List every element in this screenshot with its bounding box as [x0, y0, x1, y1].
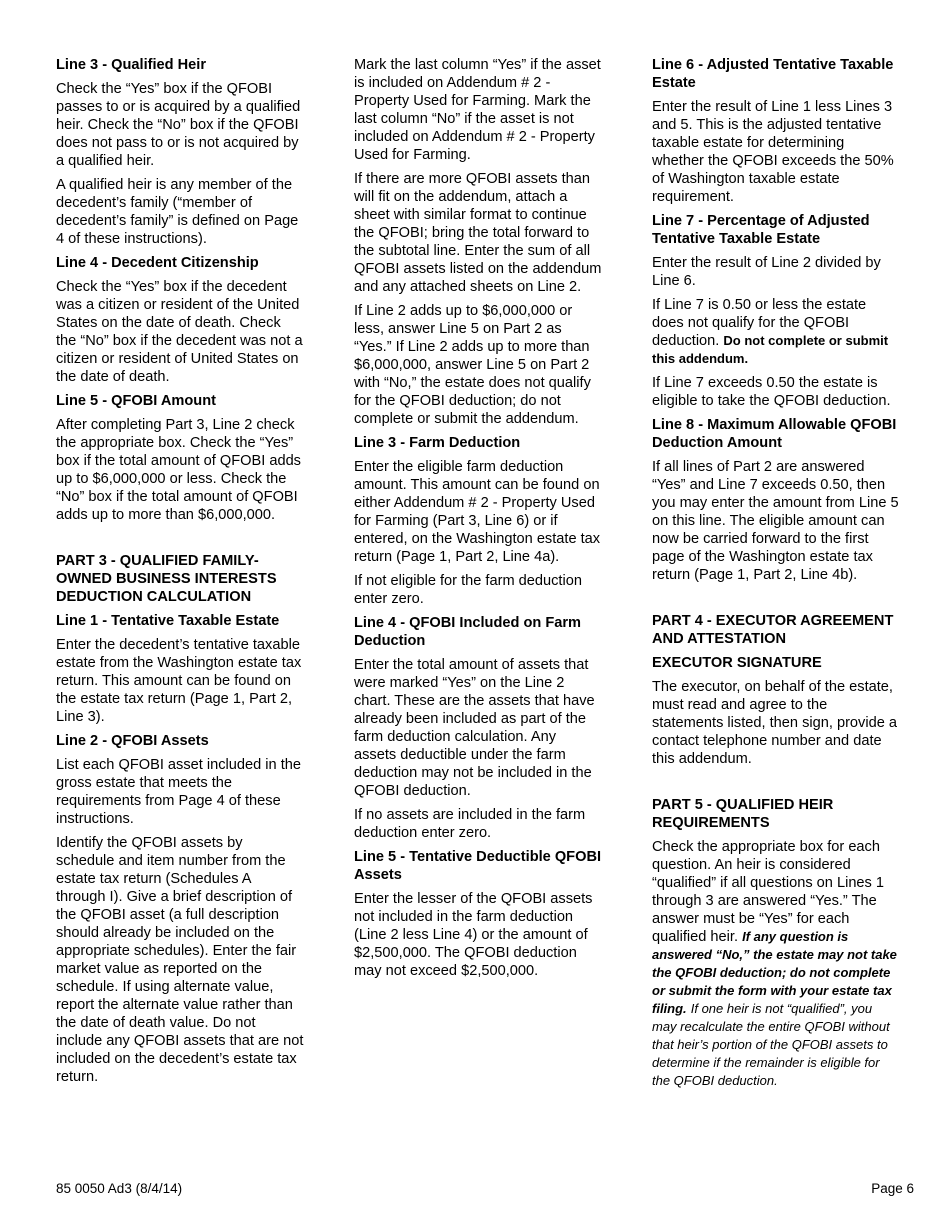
paragraph: The executor, on behalf of the estate, must read and agree to the statements listed, then sign, provide a contact telephone number and date this addendum. [652, 679, 897, 767]
part4-heading: PART 4 - EXECUTOR AGREEMENT AND ATTESTATION [652, 613, 894, 647]
part5-heading: PART 5 - QUALIFIED HEIR REQUIREMENTS [652, 797, 834, 831]
paragraph: If Line 2 adds up to $6,000,000 or less, answer Line 5 on Part 2 as “Yes.” If Line 2 adds up to more than $6,000,000, answer Line 5 on Part 2 with “No,” the estate does not qualify for the QFOBI deduction; do not complete or submit the addendum. [354, 303, 591, 427]
paragraph: Enter the result of Line 2 divided by Line 6. [652, 255, 881, 289]
paragraph: Check the appropriate box for each question. An heir is considered “qualified” if all questions on Lines 1 through 3 are answered “Yes.” The answer must be “Yes” for each qualified heir. If any question is answered “No,” the estate may not take the QFOBI deduction; do not complete or submit the form with your estate tax filing. If one heir is not “qualified”, you may recalculate the entire QFOBI without that heir’s portion of the QFOBI assets to determine if the remainder is eligible for the QFOBI deduction. [652, 839, 897, 1088]
paragraph: A qualified heir is any member of the decedent’s family (“member of decedent’s family” is defined on Page 4 of these instructions). [56, 177, 299, 247]
paragraph: Enter the total amount of assets that were marked “Yes” on the Line 2 chart. These are the assets that have already been included as part of the farm deduction calculation. Any assets deductible under the farm deduction may not be included in the QFOBI deduction. [354, 657, 595, 799]
form-id: 85 0050 Ad3 (8/4/14) [56, 1181, 183, 1196]
paragraph: List each QFOBI asset included in the gross estate that meets the requirements from Page 4 of these instructions. [56, 757, 301, 827]
paragraph: If Line 7 exceeds 0.50 the estate is eligible to take the QFOBI deduction. [652, 375, 891, 409]
paragraph: Check the “Yes” box if the QFOBI passes to or is acquired by a qualified heir. Check the “No” box if the QFOBI does not pass to or is not acquired by a qualified heir. [56, 81, 301, 169]
line4-qfobi-included-heading: Line 4 - QFOBI Included on Farm Deduction [354, 615, 582, 649]
paragraph: After completing Part 3, Line 2 check the appropriate box. Check the “Yes” box if the total amount of QFOBI adds up to $6,000,000 or less. Check the “No” box if the total amount of QFOBI adds up to more than $6,000,000. [56, 417, 301, 523]
paragraph: Enter the decedent’s tentative taxable estate from the Washington estate tax return. This amount can be found on the estate tax return (Page 1, Part 2, Line 3). [56, 637, 302, 725]
column-3 [652, 52, 900, 1096]
paragraph: Mark the last column “Yes” if the asset is included on Addendum # 2 - Property Used for Farming. Mark the last column “No” if the asset is not included on Addendum # 2 - Property Used for Farming. [354, 57, 601, 163]
line8-maximum-deduction-heading: Line 8 - Maximum Allowable QFOBI Deduction Amount [652, 417, 897, 451]
paragraph: If Line 7 is 0.50 or less the estate does not qualify for the QFOBI deduction. Do not complete or submit this addendum. [652, 297, 889, 366]
line2-qfobi-assets-heading: Line 2 - QFOBI Assets [56, 733, 209, 749]
paragraph: If no assets are included in the farm deduction enter zero. [354, 807, 586, 841]
paragraph: If not eligible for the farm deduction enter zero. [354, 573, 582, 607]
line1-tentative-taxable-estate-heading: Line 1 - Tentative Taxable Estate [56, 613, 280, 629]
paragraph: If there are more QFOBI assets than will fit on the addendum, attach a sheet with similar format to continue the QFOBI; bring the total forward to the subtotal line. Enter the sum of all QFOBI assets listed on the addendum and any attached sheets on Line 2. [354, 171, 602, 295]
line5-qfobi-amount-heading: Line 5 - QFOBI Amount [56, 393, 216, 409]
paragraph: If all lines of Part 2 are answered “Yes” and Line 7 exceeds 0.50, then you may enter the amount from Line 5 on this line. The eligible amount can now be carried forward to the first page of the Washington estate tax return (Page 1, Part 2, Line 4b). [652, 459, 899, 583]
paragraph: Check the “Yes” box if the decedent was a citizen or resident of the United States on the date of death. Check the “No” box if the decedent was not a citizen or resident of United States on the date of death. [56, 279, 303, 385]
paragraph: Enter the lesser of the QFOBI assets not included in the farm deduction (Line 2 less Line 4) or the amount of $2,500,000. The QFOBI deduction may not exceed $2,500,000. [354, 891, 593, 979]
part3-heading: PART 3 - QUALIFIED FAMILY-OWNED BUSINESS INTERESTS DEDUCTION CALCULATION [56, 553, 277, 605]
paragraph: Enter the eligible farm deduction amount. This amount can be found on either Addendum # 2 - Property Used for Farming (Part 3, Line 6) or if entered, on the Washington estate tax return (Page 1, Part 2, Line 4a). [354, 459, 601, 565]
column-1 [56, 52, 304, 1092]
paragraph: Enter the result of Line 1 less Lines 3 and 5. This is the adjusted tentative taxable estate for determining whether the QFOBI exceeds the 50% of Washington taxable estate requirement. [652, 99, 894, 205]
line4-decedent-citizenship-heading: Line 4 - Decedent Citizenship [56, 255, 259, 271]
column-2 [354, 52, 602, 986]
line3-farm-deduction-heading: Line 3 - Farm Deduction [354, 435, 521, 451]
line3-qualified-heir-heading: Line 3 - Qualified Heir [56, 57, 207, 73]
line6-adjusted-tentative-heading: Line 6 - Adjusted Tentative Taxable Estate [652, 57, 894, 91]
paragraph: Identify the QFOBI assets by schedule and item number from the estate tax return (Schedules A through I). Give a brief description of the QFOBI asset (a full description should already be included on the appropriate schedules). Enter the fair market value as reported on the schedule. If using alternate value, report the alternate value rather than the date of death value. Do not include any QFOBI assets that are not included on the decedent’s estate tax return. [56, 835, 304, 1085]
page-number: Page 6 [871, 1181, 914, 1196]
line5-tentative-deductible-heading: Line 5 - Tentative Deductible QFOBI Assets [354, 849, 602, 883]
executor-signature-heading: EXECUTOR SIGNATURE [652, 655, 822, 671]
line7-percentage-heading: Line 7 - Percentage of Adjusted Tentative Taxable Estate [652, 213, 870, 247]
